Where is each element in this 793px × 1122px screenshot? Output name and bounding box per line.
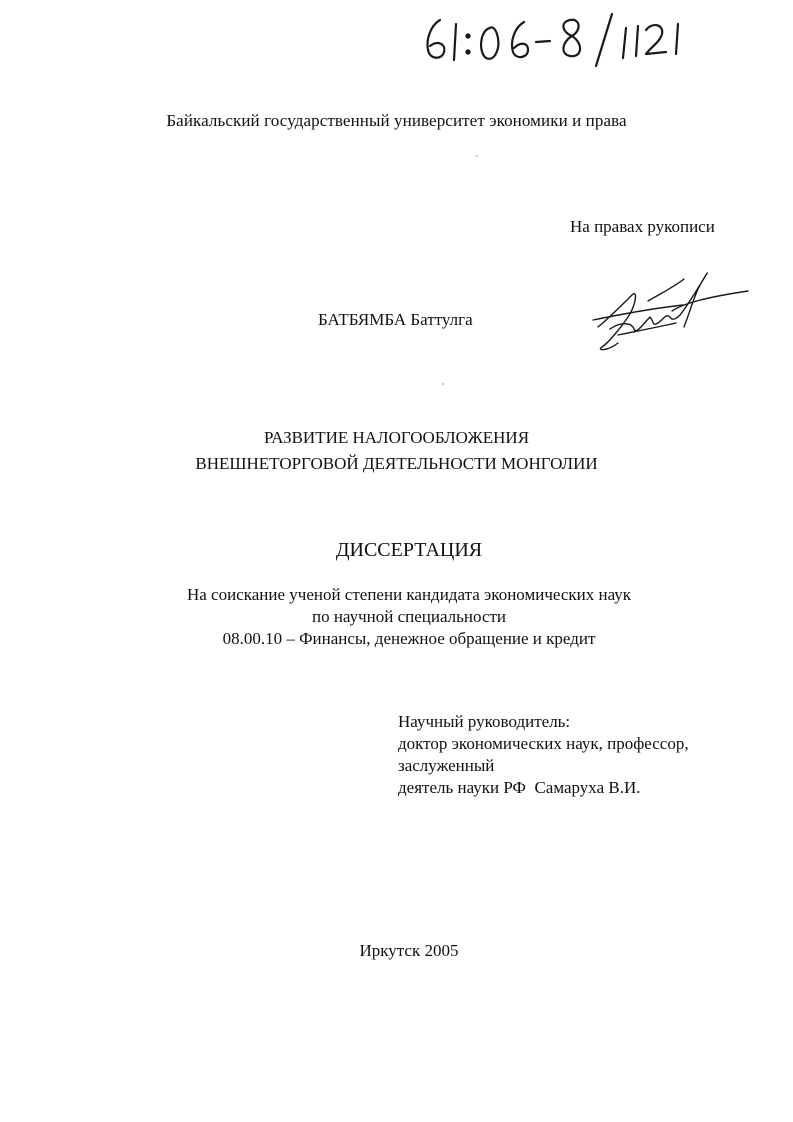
supervisor-label: Научный руководитель:	[398, 712, 571, 731]
manuscript-rights-note: На правах рукописи	[570, 217, 715, 236]
degree-info	[0, 584, 793, 650]
title-line-2: ВНЕШНЕТОРГОВОЙ ДЕЯТЕЛЬНОСТИ МОНГОЛИИ	[195, 454, 598, 473]
degree-line-3: 08.00.10 – Финансы, денежное обращение и кредит	[222, 629, 596, 648]
document-type: ДИССЕРТАЦИЯ	[335, 539, 483, 561]
scan-speck	[442, 383, 444, 385]
degree-line-1: На соискание ученой степени кандидата экономических наук	[186, 585, 632, 604]
city-year: Иркутск 2005	[359, 941, 459, 960]
supervisor-info	[398, 711, 689, 799]
title-line-1: РАЗВИТИЕ НАЛОГООБЛОЖЕНИЯ	[263, 428, 530, 447]
university-name: Байкальский государственный университет экономики и права	[166, 111, 627, 130]
supervisor-line-2: заслуженный	[398, 756, 495, 775]
dissertation-title	[0, 425, 793, 477]
author-signature	[588, 265, 753, 360]
scan-speck	[476, 155, 478, 157]
supervisor-line-1: доктор экономических наук, профессор,	[398, 734, 689, 753]
author-name: БАТБЯМБА Баттулга	[318, 310, 473, 329]
degree-line-2: по научной специальности	[311, 607, 507, 626]
supervisor-line-3: деятель науки РФ Самаруха В.И.	[398, 778, 641, 797]
handwritten-archive-code	[400, 6, 690, 68]
